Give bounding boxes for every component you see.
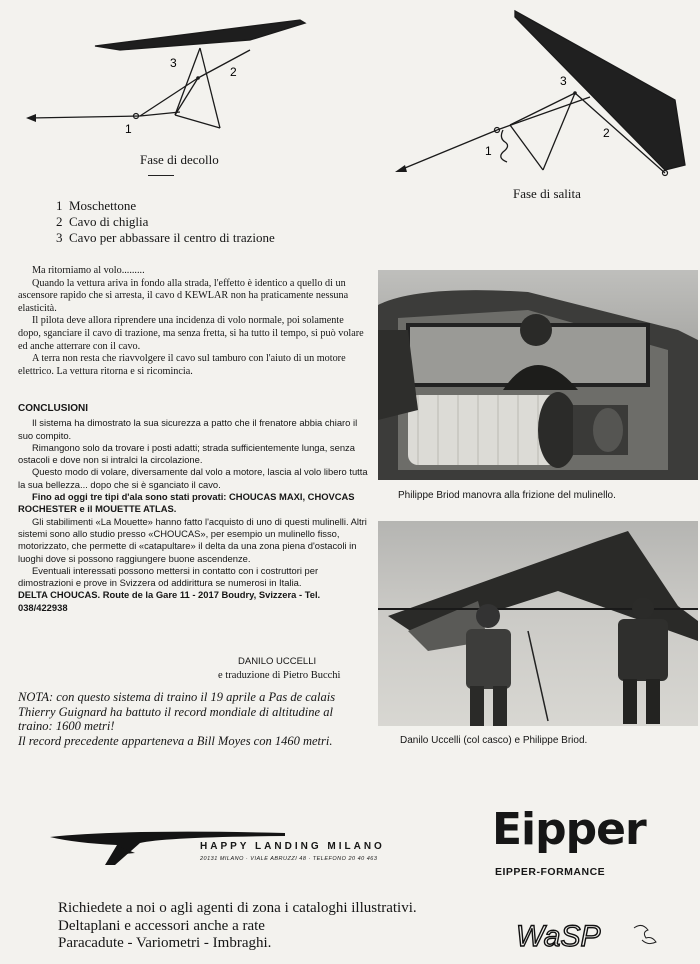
pilots-photo [378, 521, 698, 726]
climb-phase-diagram [385, 5, 695, 180]
winch-photo [378, 270, 698, 480]
tow-direction-arrow [26, 114, 36, 122]
diagram-label-1: 1 [485, 144, 492, 158]
winch-photo-caption: Philippe Briod manovra alla frizione del mulinello. [398, 490, 616, 501]
record-note: NOTA: con questo sistema di traino il 19 aprile a Pas de calais Thierry Guignard ha battuto il record mondiale di altitudine al traino: 1600 metri! Il record precedente apparteneva a Bill Moyes con 1460 metri. [18, 690, 336, 748]
climb-caption: Fase di salita [513, 186, 581, 201]
glider-wing-shape [515, 11, 685, 170]
intro-paragraph: Il pilota deve allora riprendere una incidenza di volo normale, poi solamente dopo, sganciare il cavo di trazione, ma senza fretta, si ha tutto il tempo, si può volare ed anche atterrare con il cavo. [18, 315, 364, 352]
footer-text [58, 900, 498, 953]
conclusions-paragraph: Questo modo di volare, diversamente dal volo a motore, lascia al volo libero tutta la sua bellezza... dopo che si è sganciato il cavo. [18, 466, 368, 490]
legend-item-1: 1 Moschettone [56, 198, 137, 213]
conclusions-paragraph: Il sistema ha dimostrato la sua sicurezza a patto che il frenatore abbia chiaro il suo compito. [18, 417, 358, 441]
conclusions-section [18, 403, 368, 614]
conclusions-paragraph: Fino ad oggi tre tipi d'ala sono stati provati: CHOUCAS MAXI, CHOVCAS ROCHESTER e il MOUETTE ATLAS. [18, 491, 355, 515]
pilots-photo-caption: Danilo Uccelli (col casco) e Philippe Briod. [400, 735, 588, 746]
diagram-label-3: 3 [170, 56, 177, 70]
legend-item-2: 2 Cavo di chiglia [56, 214, 149, 229]
happy-landing-name: HAPPY LANDING MILANO [200, 841, 385, 852]
svg-text:WaSP: WaSP [516, 920, 601, 953]
author-signature: DANILO UCCELLI [238, 656, 317, 667]
diagram-label-2: 2 [230, 65, 237, 79]
diagram-legend [56, 198, 275, 246]
tow-direction-arrow [395, 165, 407, 172]
happy-landing-address: 20131 MILANO · VIALE ABRUZZI 48 · TELEFONO 20 40 463 [200, 856, 378, 862]
happy-landing-ad [45, 825, 385, 875]
conclusions-heading: CONCLUSIONI [18, 403, 88, 414]
intro-paragraph: Quando la vettura ariva in fondo alla strada, l'effetto è identico a quello di un ascensore rapido che si arresta, il cavo d KEWLAR non ha praticamente nessuna elasticità. [18, 277, 349, 314]
caption-divider [148, 175, 174, 176]
glider-wing-shape [95, 20, 305, 50]
intro-text [18, 265, 366, 378]
takeoff-phase-diagram [20, 10, 330, 150]
conclusions-paragraph: Rimangono solo da trovare i posti adatti; strada sufficientemente lunga, senza ostacoli e dove non si intralci la circolazione. [18, 441, 355, 466]
wasp-logo [512, 914, 672, 963]
wasp-logo-icon [512, 914, 672, 958]
intro-paragraph: Ma ritorniamo al volo......... [32, 265, 145, 276]
diagram-label-2: 2 [603, 126, 610, 140]
contact-line: DELTA CHOUCAS. Route de la Gare 11 - 2017 Boudry, Svizzera - Tel. 038/422938 [18, 589, 321, 613]
conclusions-paragraph: Eventuali interessati possono mettersi in contatto con i costruttori per dimostrazioni e prove in Svizzera od addirittura se numerosi in Italia. [18, 564, 319, 589]
eipper-tagline: EIPPER-FORMANCE [495, 866, 606, 878]
footer-line: Paracadute - Variometri - Imbraghi. [58, 935, 272, 951]
takeoff-caption: Fase di decollo [140, 152, 219, 167]
conclusions-paragraph: Gli stabilimenti «La Mouette» hanno fatto l'acquisto di uno di questi mulinelli. Altri sistemi sono allo studio presso «CHOUCAS», per esempio un mulinello fisso, motorizzato, che permette di «catapultare» il delta da una zona piena d'ostacoli in luoghi dove si possono raggiungere buone ascendenze. [18, 515, 367, 564]
legend-item-3: 3 Cavo per abbassare il centro di trazione [56, 230, 275, 245]
footer-line: Deltaplani e accessori anche a rate [58, 917, 265, 934]
intro-paragraph: A terra non resta che riavvolgere il cavo sul tamburo con l'aiuto di un motore elettrico. La vettura ritorna e si ricomincia. [18, 353, 346, 377]
eipper-logo: Eipper [492, 804, 646, 855]
diagram-label-1: 1 [125, 122, 132, 136]
footer-line: Richiedete a noi o agli agenti di zona i cataloghi illustrativi. [58, 900, 417, 916]
diagram-label-3: 3 [560, 74, 567, 88]
translator-credit: e traduzione di Pietro Bucchi [218, 670, 341, 681]
